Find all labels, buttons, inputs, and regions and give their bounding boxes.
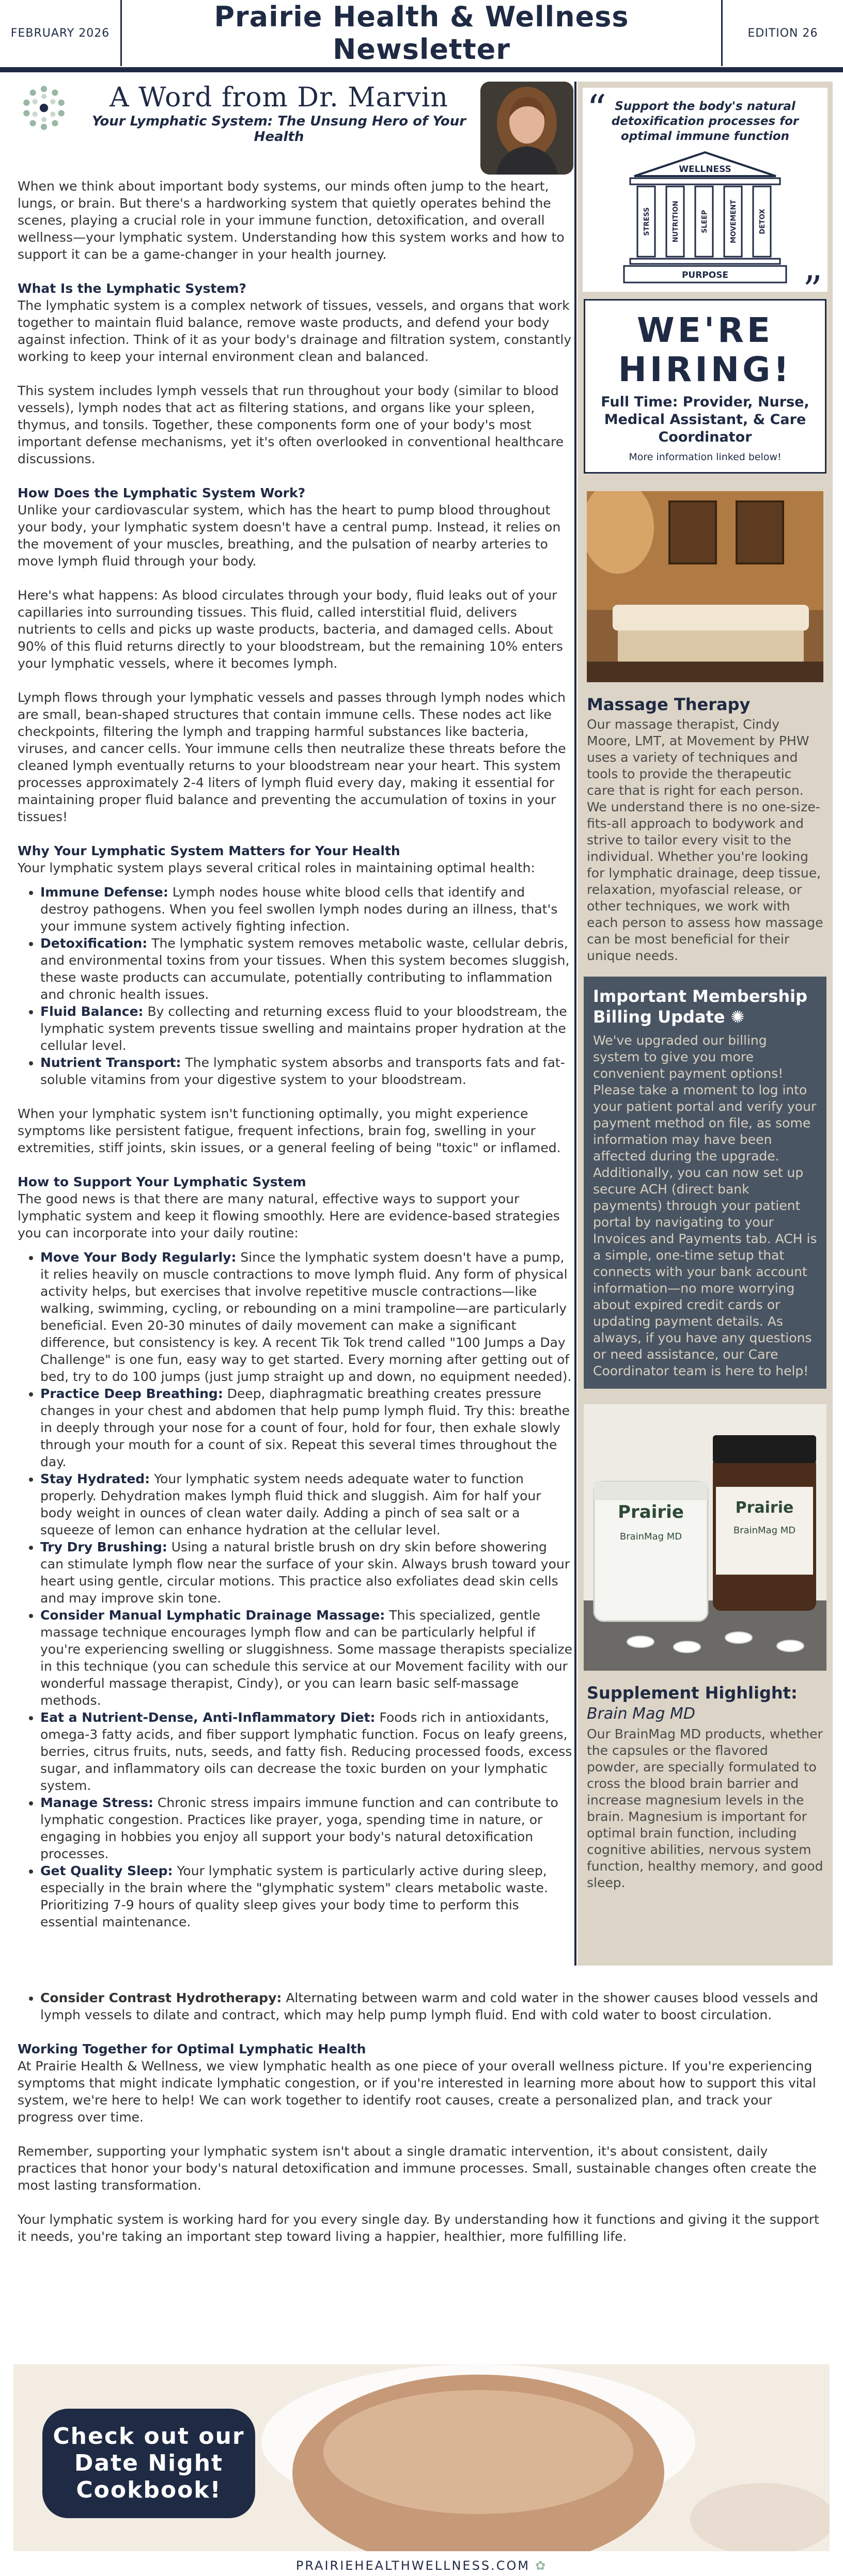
supplement-illustration (584, 1404, 826, 1671)
jar-brand-label: Prairie (735, 1499, 794, 1517)
bottle-product-label: BrainMag MD (619, 1531, 682, 1542)
list-item: • Try Dry Brushing: Using a natural bristle brush on dry skin before showering can stimulate lymph flow near the surface of your skin. Always brush toward your heart using gentle, circular motions. This practice also exfoliates dead skin cells and may improve skin tone. (40, 1538, 573, 1607)
list-item: • Consider Manual Lymphatic Drainage Massage: This specialized, gentle massage technique encourages lymph flow and can be particularly helpful if you're experiencing swelling or sluggishness. Some massage therapists specialize in this technique (you can schedule this service at our Movement facility with our wonderful massage therapist, Cindy), or you can learn basic self-massage methods. (40, 1607, 573, 1709)
main-article (18, 82, 573, 1930)
section-how-heading: How Does the Lymphatic System Work? (18, 485, 306, 500)
pillars-base-label: PURPOSE (681, 270, 729, 280)
pillar-label: SLEEP (701, 210, 709, 233)
section-how-p2: Here's what happens: As blood circulates through your body, fluid leaks out of your capillaries into surrounding tissues. This fluid, called interstitial fluid, delivers nutrients to cells and picks up waste products, bacteria, and damaged cells. About 90% of this fluid returns directly to your bloodstream, but the remaining 10% enters your lymphatic vessels, where it becomes lymph. (18, 588, 563, 671)
portrait-image (480, 82, 573, 175)
issue-date: FEBRUARY 2026 (0, 0, 122, 66)
section-together-p1: At Prairie Health & Wellness, we view lymphatic health as one piece of your overall wellness picture. If you're experiencing symptoms that might indicate lymphatic congestion, or if you're interested in learning more about how to support this vital system, we're here to help! We can work together to identify root causes, create a personalized plan, and track your progress over time. (18, 2059, 816, 2125)
hiring-positions: Full Time: Provider, Nurse, Medical Assistant, & Care Coordinator (601, 394, 809, 445)
section-how-p1: Unlike your cardiovascular system, which has the heart to pump blood throughout your body, your lymphatic system doesn't have a central pump. Instead, it relies on the movement of your muscles, breathing, and the pulsation of nearby arteries to move lymph fluid through your body. (18, 502, 561, 569)
supplement-heading: Supplement Highlight: (587, 1683, 798, 1703)
pillar-label: DETOX (759, 209, 767, 234)
article-continuation (18, 1989, 825, 2262)
list-item: • Get Quality Sleep: Your lymphatic system is particularly active during sleep, especially in the brain where the "glymphatic system" clears metabolic waste. Prioritizing 7-9 hours of quality sleep gives your body time to perform this essential maintenance. (40, 1862, 573, 1930)
newsletter-title: Prairie Health & Wellness Newsletter (214, 1, 629, 66)
supplement-image (584, 1404, 826, 1671)
list-item: • Practice Deep Breathing: Deep, diaphragmatic breathing creates pressure changes in your chest and abdomen that help pump lymph fluid. Try this: breathe in deeply through your nose for a count of four, hold for four, then exhale slowly through your mouth for a count of six. Repeat this several times throughout the day. (40, 1385, 573, 1470)
section-what-p2: This system includes lymph vessels that run throughout your body (similar to blood vessels), lymph nodes that act as filtering stations, and organs like your spleen, thymus, and tonsils. Together, these components form one of your body's most important defense mechanisms, yet it's often overlooked in conventional healthcare discussions. (18, 383, 564, 466)
bottle-brand-label: Prairie (618, 1502, 684, 1522)
footer (0, 2555, 843, 2576)
doctor-portrait (480, 82, 573, 175)
section-together-p2: Remember, supporting your lymphatic system isn't about a single dramatic intervention, it's about consistent, daily practices that honor your body's natural detoxification and immune processes. Small, sustainable changes often create the most lasting transformation. (18, 2144, 817, 2193)
hiring-title: WE'RE HIRING! (618, 310, 792, 389)
list-item: • Eat a Nutrient-Dense, Anti-Inflammatory Diet: Foods rich in antioxidants, omega-3 fatty acids, and fiber support lymphatic function. Focus on leafy greens, berries, citrus fruits, nuts, seeds, and fatty fish. Reducing processed foods, excess sugar, and inflammatory oils can decrease the toxic burden on your lymphatic system. (40, 1709, 573, 1794)
list-item: • Immune Defense: Lymph nodes house white blood cells that identify and destroy pathogens. When you feel swollen lymph nodes during an illness, that's your immune system actively fighting infection. (40, 884, 573, 935)
supplement-name: Brain Mag MD (587, 1705, 696, 1723)
list-item: • Detoxification: The lymphatic system removes metabolic waste, cellular debris, and environmental toxins from your tissues. When this system becomes sluggish, these waste products can accumulate, potentially contributing to inflammation and chronic health issues. (40, 935, 573, 1003)
hiring-more-link[interactable]: More information linked below! (629, 451, 782, 463)
massage-heading: Massage Therapy (587, 695, 751, 714)
tips-list-continued (40, 1989, 825, 2023)
section-why-intro: Your lymphatic system plays several critical roles in maintaining optimal health: (18, 860, 535, 875)
section-together-p3: Your lymphatic system is working hard for you every single day. By understanding how it functions and giving it the support it needs, you're taking an important step toward living a happier, healthier, more fulfilling life. (18, 2212, 819, 2244)
close-quote-icon: ” (803, 268, 822, 312)
section-why-outro: When your lymphatic system isn't functioning optimally, you might experience symptoms like persistent fatigue, frequent infections, brain fog, swelling in your extremities, stiff joints, skin issues, or a general feeling of being "toxic" or inflamed. (18, 1106, 561, 1155)
flower-footer-icon: ✿ (535, 2558, 548, 2573)
article-subtitle: Your Lymphatic System: The Unsung Hero of Your Health (91, 114, 466, 145)
roles-list (40, 884, 573, 1088)
section-what-heading: What Is the Lymphatic System? (18, 281, 247, 296)
article-title-block (18, 82, 573, 175)
quote-box (583, 87, 828, 312)
section-what-p1: The lymphatic system is a complex network of tissues, vessels, and organs that work together to maintain fluid balance, remove waste products, and defend your body against infection. Think of it as your body's drainage and filtration system, constantly working to keep your internal environment clean and balanced. (18, 298, 572, 364)
list-item: • Manage Stress: Chronic stress impairs immune function and can contribute to lymphatic congestion. Practices like prayer, yoga, spending time in nature, or engaging in hobbies you enjoy all support your body's natural detoxification processes. (40, 1794, 573, 1862)
section-how-p3: Lymph flows through your lymphatic vessels and passes through lymph nodes which are small, bean-shaped structures that contain immune cells. These nodes act like checkpoints, filtering the lymph and trapping harmful substances like bacteria, viruses, and cancer cells. Your immune cells then neutralize these threats before the cleaned lymph eventually returns to your bloodstream near your heart. This system processes approximately 2-4 liters of lymph fluid every day, making it essential for maintaining proper fluid balance and preventing the accumulation of toxins in your tissues! (18, 690, 566, 824)
pillar-label: NUTRITION (672, 200, 680, 243)
cookbook-button[interactable] (42, 2409, 255, 2518)
sidebar (577, 82, 833, 1966)
list-item: • Fluid Balance: By collecting and returning excess fluid to your bloodstream, the lymphatic system prevents tissue swelling and maintains proper hydration at the cellular level. (40, 1003, 573, 1054)
sidebar-divider (574, 82, 576, 1966)
wellness-pillars-diagram (605, 149, 805, 286)
list-item: • Consider Contrast Hydrotherapy: Alternating between warm and cold water in the shower causes blood vessels and lymph vessels to dilate and contract, which may help pump lymph fluid. End with cold water to boost circulation. (40, 1989, 825, 2023)
billing-heading: Important Membership Billing Update ✺ (593, 986, 808, 1027)
quote-text: Support the body's natural detoxification processes for optimal immune function (611, 100, 799, 143)
billing-text: We've upgraded our billing system to give you more convenient payment options! Please take a moment to log into your patient portal and verify your payment method on file, as some information may have been affected during the upgrade. Additionally, you can now set up secure ACH (direct bank payments) through your patient portal by navigating to your Invoices and Payments tab. ACH is a simple, one-time setup that connects with your bank account information—no more worrying about expired credit cards or updating payment details. As always, if you have any questions or need assistance, our Care Coordinator team is here to help! (593, 1033, 817, 1378)
list-item: • Move Your Body Regularly: Since the lymphatic system doesn't have a pump, it relies heavily on muscle contractions to move lymph fluid. Any form of physical activity helps, but exercises that involve repetitive muscle contractions—like walking, swimming, cycling, or rebounding on a mini trampoline—are particularly beneficial. Even 20-30 minutes of daily movement can make a significant difference, but consistency is key. A recent Tik Tok trend called "100 Jumps a Day Challenge" is one fun, easy way to get started. Every morning after getting out of bed, try to do 100 jumps (just jump straight up and down, no equipment needed). (40, 1249, 573, 1385)
jar-product-label: BrainMag MD (733, 1525, 796, 1536)
tips-list (40, 1249, 573, 1930)
flower-logo-icon (18, 82, 70, 134)
section-together-heading: Working Together for Optimal Lymphatic Health (18, 2041, 366, 2056)
section-support-heading: How to Support Your Lymphatic System (18, 1174, 306, 1189)
pillar-label: MOVEMENT (730, 199, 738, 244)
massage-room-illustration (587, 491, 823, 682)
supplement-text: Our BrainMag MD products, whether the capsules or the flavored powder, are specially formulated to cross the blood brain barrier and increase magnesium levels in the brain. Magnesium is important for optimal brain function, including cognitive abilities, nervous system function, healthy memory, and good sleep. (587, 1726, 823, 1890)
massage-text: Our massage therapist, Cindy Moore, LMT, at Movement by PHW uses a variety of techniques and tools to provide the therapeutic care that is right for each person. We understand there is no one-size-fits-all approach to bodywork and strive to tailor every visit to the individual. Whether you're looking for lymphatic drainage, deep tissue, relaxation, myofascial release, or other techniques, we work with each person to assess how massage can be most beneficial for their unique needs. (587, 717, 823, 963)
header-divider (0, 67, 843, 72)
article-intro: When we think about important body systems, our minds often jump to the heart, lungs, or brain. But there's a hardworking system that quietly operates behind the scenes, playing a crucial role in your immune function, detoxification, and overall wellness—your lymphatic system. Understanding how this system works and how to support it can be a game-changer in your health journey. (18, 179, 565, 262)
article-heading: A Word from Dr. Marvin (110, 82, 448, 113)
section-why-heading: Why Your Lymphatic System Matters for Your Health (18, 843, 400, 858)
website-link[interactable]: PRAIRIEHEALTHWELLNESS.COM (295, 2558, 530, 2573)
billing-update-card (584, 977, 826, 1389)
list-item: • Nutrient Transport: The lymphatic system absorbs and transports fats and fat-soluble vitamins from your digestive system to your bloodstream. (40, 1054, 573, 1088)
article-title-text (77, 82, 480, 145)
pillar-label: STRESS (643, 207, 651, 236)
open-quote-icon: “ (587, 87, 606, 131)
hiring-card[interactable] (584, 299, 826, 474)
section-support-intro: The good news is that there are many natural, effective ways to support your lymphatic system and keep it flowing smoothly. Here are evidence-based strategies you can incorporate into your daily routine: (18, 1191, 560, 1240)
sparkle-icon: ✺ (730, 1007, 745, 1027)
newsletter-header (0, 0, 843, 66)
cookbook-label: Check out our Date Night Cookbook! (53, 2423, 245, 2503)
cookbook-banner[interactable] (13, 2364, 830, 2551)
pillars-roof-label: WELLNESS (679, 164, 731, 175)
massage-room-image (587, 491, 823, 682)
list-item: • Stay Hydrated: Your lymphatic system needs adequate water to function properly. Dehydration makes lymph fluid thick and sluggish. Aim for half your body weight in ounces of clean water daily. Adding a pinch of sea salt or a squeeze of lemon can enhance hydration at the cellular level. (40, 1470, 573, 1538)
edition-number: EDITION 26 (721, 0, 843, 66)
